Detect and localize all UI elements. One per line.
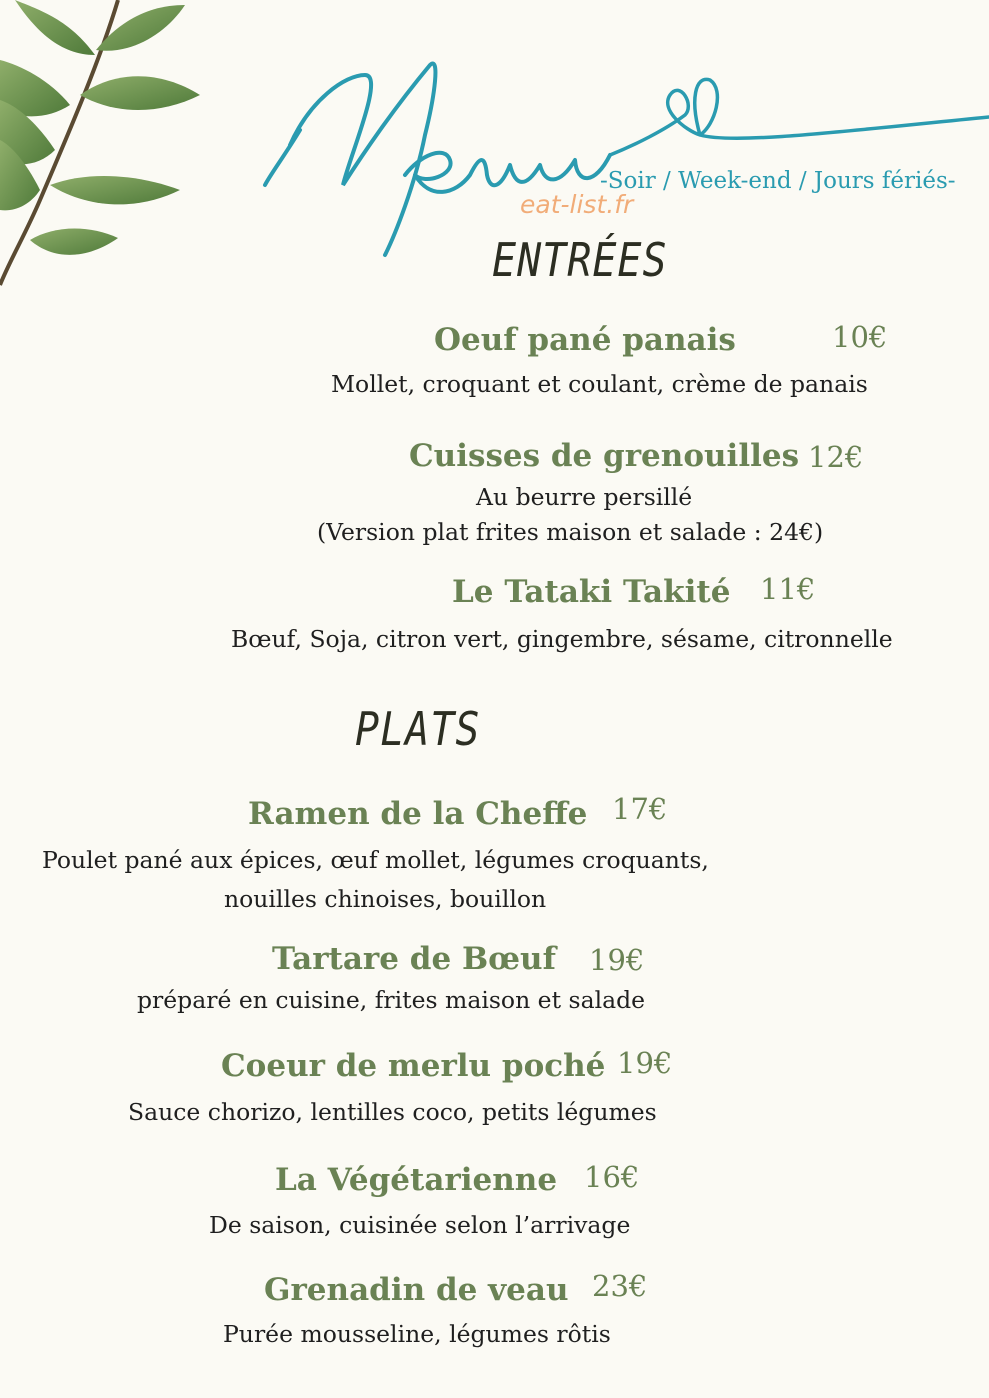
dish-price: 11€	[760, 572, 816, 606]
dish-description: Sauce chorizo, lentilles coco, petits légumes	[128, 1098, 657, 1126]
dish-price: 16€	[584, 1160, 640, 1194]
dish-description: (Version plat frites maison et salade : 24€)	[317, 518, 824, 546]
dish-description: Mollet, croquant et coulant, crème de panais	[331, 370, 868, 398]
dish-price: 19€	[589, 943, 645, 977]
dish-name: Ramen de la Cheffe	[248, 796, 588, 832]
dish-name: Le Tataki Takité	[452, 574, 731, 610]
section-heading-plats: PLATS	[355, 703, 481, 757]
dish-name: Grenadin de veau	[264, 1272, 569, 1308]
dish-price: 10€	[832, 320, 888, 354]
dish-description: nouilles chinoises, bouillon	[224, 885, 547, 913]
watermark-text: eat-list.fr	[520, 190, 634, 219]
dish-price: 23€	[592, 1269, 648, 1303]
dish-price: 19€	[617, 1046, 673, 1080]
dish-description: préparé en cuisine, frites maison et salade	[137, 986, 646, 1014]
dish-name: Cuisses de grenouilles	[409, 438, 800, 474]
olive-branch-icon	[0, 0, 230, 300]
dish-description: Poulet pané aux épices, œuf mollet, légumes croquants,	[42, 846, 709, 874]
section-heading-entrees: ENTRÉES	[492, 234, 668, 288]
menu-title-text	[300, 60, 303, 61]
dish-price: 12€	[808, 440, 864, 474]
dish-description: Purée mousseline, légumes rôtis	[223, 1320, 611, 1348]
dish-name: Tartare de Bœuf	[272, 941, 556, 977]
menu-subtitle: -Soir / Week-end / Jours fériés-	[600, 168, 956, 194]
dish-name: Coeur de merlu poché	[221, 1048, 606, 1084]
dish-price: 17€	[612, 792, 668, 826]
dish-name: La Végétarienne	[275, 1162, 558, 1198]
dish-name: Oeuf pané panais	[434, 322, 736, 358]
dish-description: Bœuf, Soja, citron vert, gingembre, sésame, citronnelle	[231, 625, 893, 653]
dish-description: Au beurre persillé	[476, 483, 693, 511]
dish-description: De saison, cuisinée selon l’arrivage	[209, 1211, 631, 1239]
